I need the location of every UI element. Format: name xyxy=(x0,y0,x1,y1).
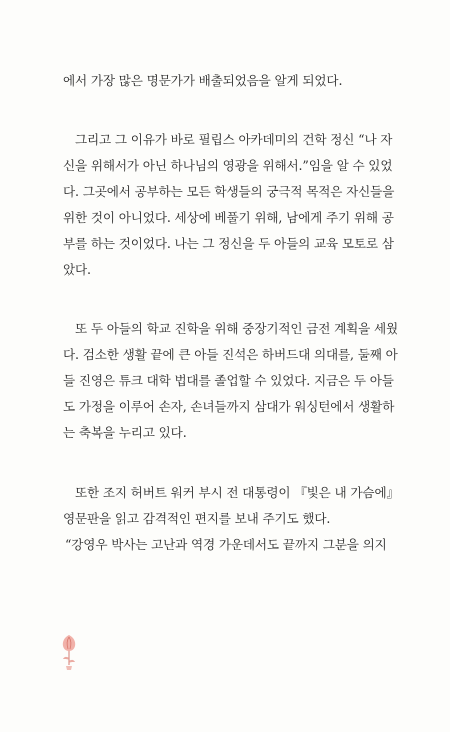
text-line: 또 두 아들의 학교 진학을 위해 중장기적인 금전 계획을 세웠 xyxy=(75,321,399,336)
text-line: 들 진영은 튜크 대학 법대를 졸업할 수 있었다. 지금은 두 아들 xyxy=(63,373,394,388)
text-line: 다. 그곳에서 공부하는 모든 학생들의 궁극적 목적은 자신들을 xyxy=(63,184,395,199)
text-line: 위한 것이 아니었다. 세상에 베풀기 위해, 남에게 주기 위해 공 xyxy=(63,210,394,225)
text-line: 부를 하는 것이었다. 나는 그 정신을 두 아들의 교육 모토로 삼 xyxy=(63,236,394,251)
tulip-flower-icon xyxy=(58,632,80,672)
text-line: “강영우 박사는 고난과 역경 가운데서도 끝까지 그분을 의지 xyxy=(65,537,387,552)
text-line: 도 가정을 이루어 손자, 손녀들까지 삼대가 워싱턴에서 생활하 xyxy=(63,399,395,414)
text-line: 또한 조지 허버트 워커 부시 전 대통령이 『빛은 내 가슴에』 xyxy=(75,485,399,500)
text-line: 았다. xyxy=(63,262,91,277)
text-line: 다. 검소한 생활 끝에 큰 아들 진석은 하버드대 의대를, 둘째 아 xyxy=(63,347,398,362)
text-line: 영문판을 읽고 감격적인 편지를 보내 주기도 했다. xyxy=(63,511,331,526)
text-line: 에서 가장 많은 명문가가 배출되었음을 알게 되었다. xyxy=(63,73,343,88)
text-line: 는 축복을 누리고 있다. xyxy=(63,425,187,440)
text-line: 신을 위해서가 아닌 하나님의 영광을 위해서.”임을 알 수 있었 xyxy=(63,158,393,173)
text-line: 그리고 그 이유가 바로 필립스 아카데미의 건학 정신 “나 자 xyxy=(75,132,393,147)
